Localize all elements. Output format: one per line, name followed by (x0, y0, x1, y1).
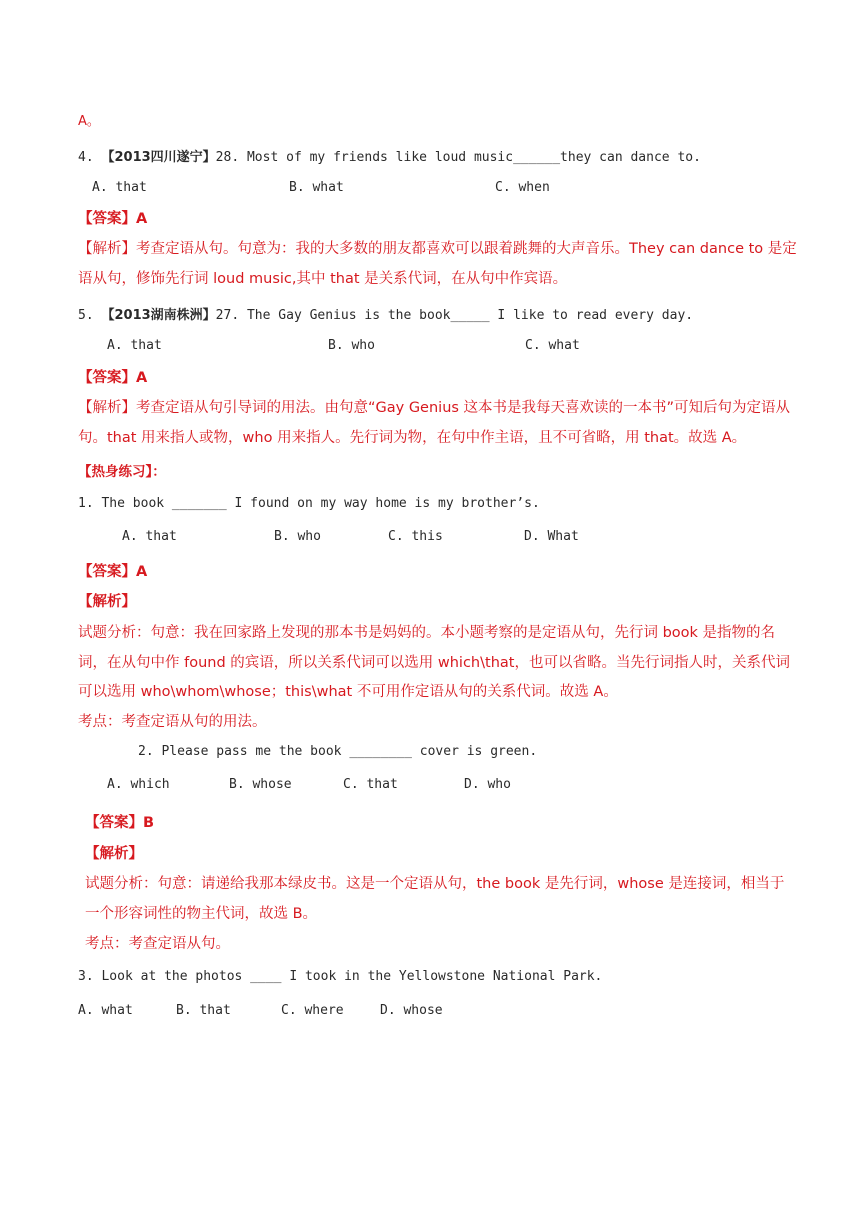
question-text: 28. Most of my friends like loud music______they can dance to. (215, 150, 701, 165)
option-a: A. what (78, 1003, 133, 1018)
analysis-text: 试题分析：句意：我在回家路上发现的那本书是妈妈的。本小题考察的是定语从句，先行词 book 是指物的名 (78, 625, 776, 641)
analysis-text: 试题分析：句意：请递给我那本绿皮书。这是一个定语从句，the book 是先行词，whose 是连接词，相当于 (85, 876, 785, 892)
analysis-label: 【解析】 (78, 594, 136, 610)
option-b: B. what (289, 180, 344, 195)
option-a: A. that (122, 529, 177, 544)
option-d: D. who (464, 777, 511, 792)
question-5 (78, 304, 693, 323)
option-b: B. that (176, 1003, 231, 1018)
kaodian-text: 考点：考查定语从句的用法。 (78, 714, 267, 730)
option-a: A. which (107, 777, 170, 792)
question-number: 5. (78, 308, 94, 323)
warmup-question-2: 2. Please pass me the book ________ cover is green. (138, 744, 538, 759)
question-number: 4. (78, 150, 94, 165)
option-c: C. that (343, 777, 398, 792)
answer-label: 【答案】B (85, 815, 155, 831)
kaodian-text: 考点：考查定语从句。 (85, 936, 230, 952)
warmup-question-1: 1. The book _______ I found on my way home is my brother’s. (78, 496, 540, 511)
analysis-text: 可以选用 who\whom\whose；this\what 不可用作定语从句的关系代词。故选 A。 (78, 684, 618, 700)
option-c: C. when (495, 180, 550, 195)
analysis-text: 句。that 用来指人或物，who 用来指人。先行词为物，在句中作主语，且不可省略，用 that。故选 A。 (78, 430, 747, 446)
option-a: A. that (107, 338, 162, 353)
analysis-text: 【解析】考查定语从句引导词的用法。由句意“Gay Genius 这本书是我每天喜欢读的一本书”可知后句为定语从 (78, 400, 791, 416)
analysis-text: 语从句，修饰先行词 loud music,其中 that 是关系代词，在从句中作宾语。 (78, 271, 568, 287)
analysis-label: 【解析】 (85, 846, 143, 862)
question-source: 【2013湖南株洲】 (101, 308, 216, 323)
option-b: B. whose (229, 777, 292, 792)
analysis-text: 词，在从句中作 found 的宾语，所以关系代词可以选用 which\that，也可以省略。当先行词指人时，关系代词 (78, 655, 790, 671)
answer-label: 【答案】A (78, 564, 148, 580)
analysis-text: 一个形容词性的物主代词，故选 B。 (85, 906, 318, 922)
section-heading: 【热身练习】： (78, 464, 166, 480)
option-b: B. who (328, 338, 375, 353)
question-text: 27. The Gay Genius is the book_____ I like to read every day. (215, 308, 694, 323)
option-c: C. this (388, 529, 443, 544)
warmup-question-3: 3. Look at the photos ____ I took in the Yellowstone National Park. (78, 969, 603, 984)
previous-answer-fragment: A。 (78, 114, 100, 129)
answer-label: 【答案】A (78, 211, 148, 227)
question-source: 【2013四川遂宁】 (101, 150, 216, 165)
option-d: D. What (524, 529, 579, 544)
option-d: D. whose (380, 1003, 443, 1018)
analysis-text: 【解析】考查定语从句。句意为：我的大多数的朋友都喜欢可以跟着跳舞的大声音乐。They can dance to 是定 (78, 241, 797, 257)
option-c: C. what (525, 338, 580, 353)
question-4 (78, 146, 701, 165)
option-a: A. that (92, 180, 147, 195)
option-c: C. where (281, 1003, 344, 1018)
option-b: B. who (274, 529, 321, 544)
answer-label: 【答案】A (78, 370, 148, 386)
